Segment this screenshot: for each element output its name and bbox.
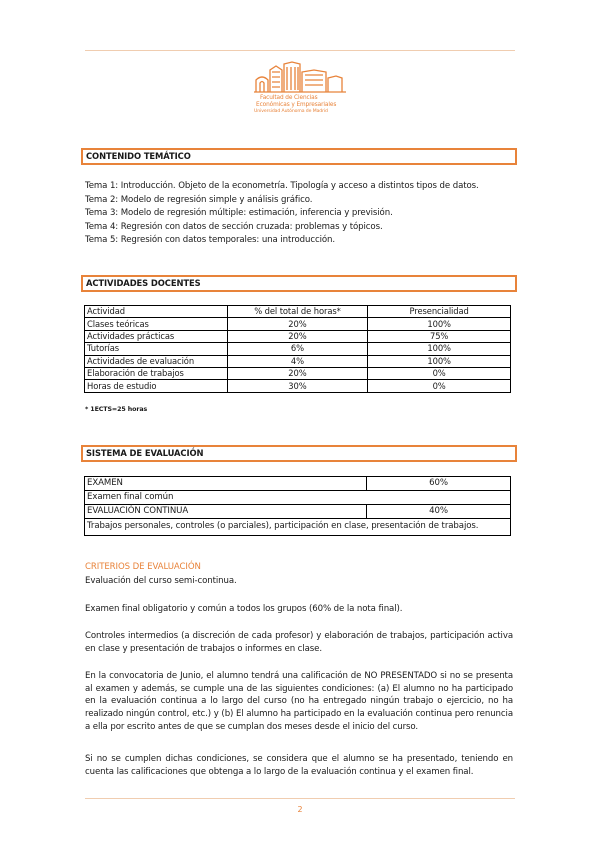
hours-cell: 20% bbox=[227, 367, 368, 379]
hours-cell: 20% bbox=[227, 318, 368, 330]
ects-footnote: * 1ECTS=25 horas bbox=[85, 406, 148, 413]
continua-row bbox=[85, 505, 510, 519]
activities-table bbox=[84, 305, 511, 393]
examen-row bbox=[85, 477, 510, 491]
topic-item: Tema 1: Introducción. Objeto de la econometría. Tipología y acceso a distintos tipos de datos. bbox=[85, 181, 479, 191]
examen-label: EXAMEN bbox=[87, 478, 123, 488]
examen-percent: 60% bbox=[366, 477, 510, 490]
activity-cell: Actividades de evaluación bbox=[85, 355, 228, 367]
examen-desc-row: Examen final común bbox=[85, 491, 510, 505]
topic-item: Tema 5: Regresión con datos temporales: una introducción. bbox=[85, 235, 336, 246]
section-contenido-tematico: CONTENIDO TEMÁTICO bbox=[81, 148, 517, 165]
table-row bbox=[85, 343, 511, 355]
table-row bbox=[85, 355, 511, 367]
presence-cell: 100% bbox=[368, 318, 511, 330]
table-row bbox=[85, 367, 511, 379]
criterios-paragraph: Si no se cumplen dichas condiciones, se considera que el alumno se ha presentado, teniendo en cuenta las calificaciones que obtenga a lo largo de la evaluación continua y el examen final. bbox=[85, 754, 513, 777]
table-row bbox=[85, 318, 511, 330]
section-sistema-evaluacion: SISTEMA DE EVALUACIÓN bbox=[81, 445, 517, 462]
criterios-paragraph: Controles intermedios (a discreción de cada profesor) y elaboración de trabajos, participación activa en clase y presentación de trabajos o informes en clase. bbox=[85, 631, 513, 654]
header-rule bbox=[85, 50, 515, 51]
activity-cell: Clases teóricas bbox=[85, 318, 228, 330]
logo-line-1: Facultad de Ciencias bbox=[260, 95, 318, 101]
building-logo-icon bbox=[252, 60, 348, 94]
table-row bbox=[85, 380, 511, 392]
criterios-title: CRITERIOS DE EVALUACIÓN bbox=[85, 562, 201, 572]
column-header: % del total de horas* bbox=[227, 306, 368, 318]
footer-rule bbox=[85, 798, 515, 799]
presence-cell: 0% bbox=[368, 367, 511, 379]
table-row bbox=[85, 330, 511, 342]
activity-cell: Horas de estudio bbox=[85, 380, 228, 392]
column-header: Presencialidad bbox=[368, 306, 511, 318]
presence-cell: 100% bbox=[368, 355, 511, 367]
criterios-paragraph: Examen final obligatorio y común a todos los grupos (60% de la nota final). bbox=[85, 604, 403, 614]
faculty-logo bbox=[252, 60, 348, 118]
hours-cell: 30% bbox=[227, 380, 368, 392]
criterios-paragraph: En la convocatoria de Junio, el alumno tendrá una calificación de NO PRESENTADO si no se presenta al examen y además, se cumple una de las siguientes condiciones: (a) El alumno no ha participado en la evaluación continua a lo largo del curso (no ha entregado ningún trabajo o ejercicio, no ha realizado ningún control, etc.) y (b) El alumno ha participado en la evaluación continua pero renuncia a ella por escrito antes de que se cumplan dos meses desde el inicio del curso. bbox=[85, 671, 513, 732]
topic-list bbox=[85, 180, 479, 248]
hours-cell: 4% bbox=[227, 355, 368, 367]
criterios-paragraph: Evaluación del curso semi-continua. bbox=[85, 576, 237, 586]
continua-label: EVALUACIÓN CONTINUA bbox=[87, 506, 189, 516]
page-number: 2 bbox=[297, 805, 303, 814]
hours-cell: 6% bbox=[227, 343, 368, 355]
presence-cell: 0% bbox=[368, 380, 511, 392]
table-header-row bbox=[85, 306, 511, 318]
topic-item: Tema 4: Regresión con datos de sección cruzada: problemas y tópicos. bbox=[85, 221, 383, 232]
presence-cell: 75% bbox=[368, 330, 511, 342]
continua-desc-row: Trabajos personales, controles (o parciales), participación en clase, presentación de trabajos. bbox=[87, 521, 479, 531]
presence-cell: 100% bbox=[368, 343, 511, 355]
continua-percent: 40% bbox=[366, 505, 510, 518]
activity-cell: Actividades prácticas bbox=[85, 330, 228, 342]
column-header: Actividad bbox=[85, 306, 228, 318]
activity-cell: Elaboración de trabajos bbox=[85, 367, 228, 379]
topic-item: Tema 3: Modelo de regresión múltiple: estimación, inferencia y previsión. bbox=[85, 208, 393, 219]
logo-line-2: Económicas y Empresariales bbox=[256, 102, 337, 108]
hours-cell: 20% bbox=[227, 330, 368, 342]
evaluation-table bbox=[84, 476, 511, 536]
section-actividades-docentes: ACTIVIDADES DOCENTES bbox=[81, 275, 517, 292]
logo-line-3: Universidad Autónoma de Madrid bbox=[254, 109, 328, 114]
topic-item: Tema 2: Modelo de regresión simple y análisis gráfico. bbox=[85, 194, 313, 205]
activity-cell: Tutorías bbox=[85, 343, 228, 355]
